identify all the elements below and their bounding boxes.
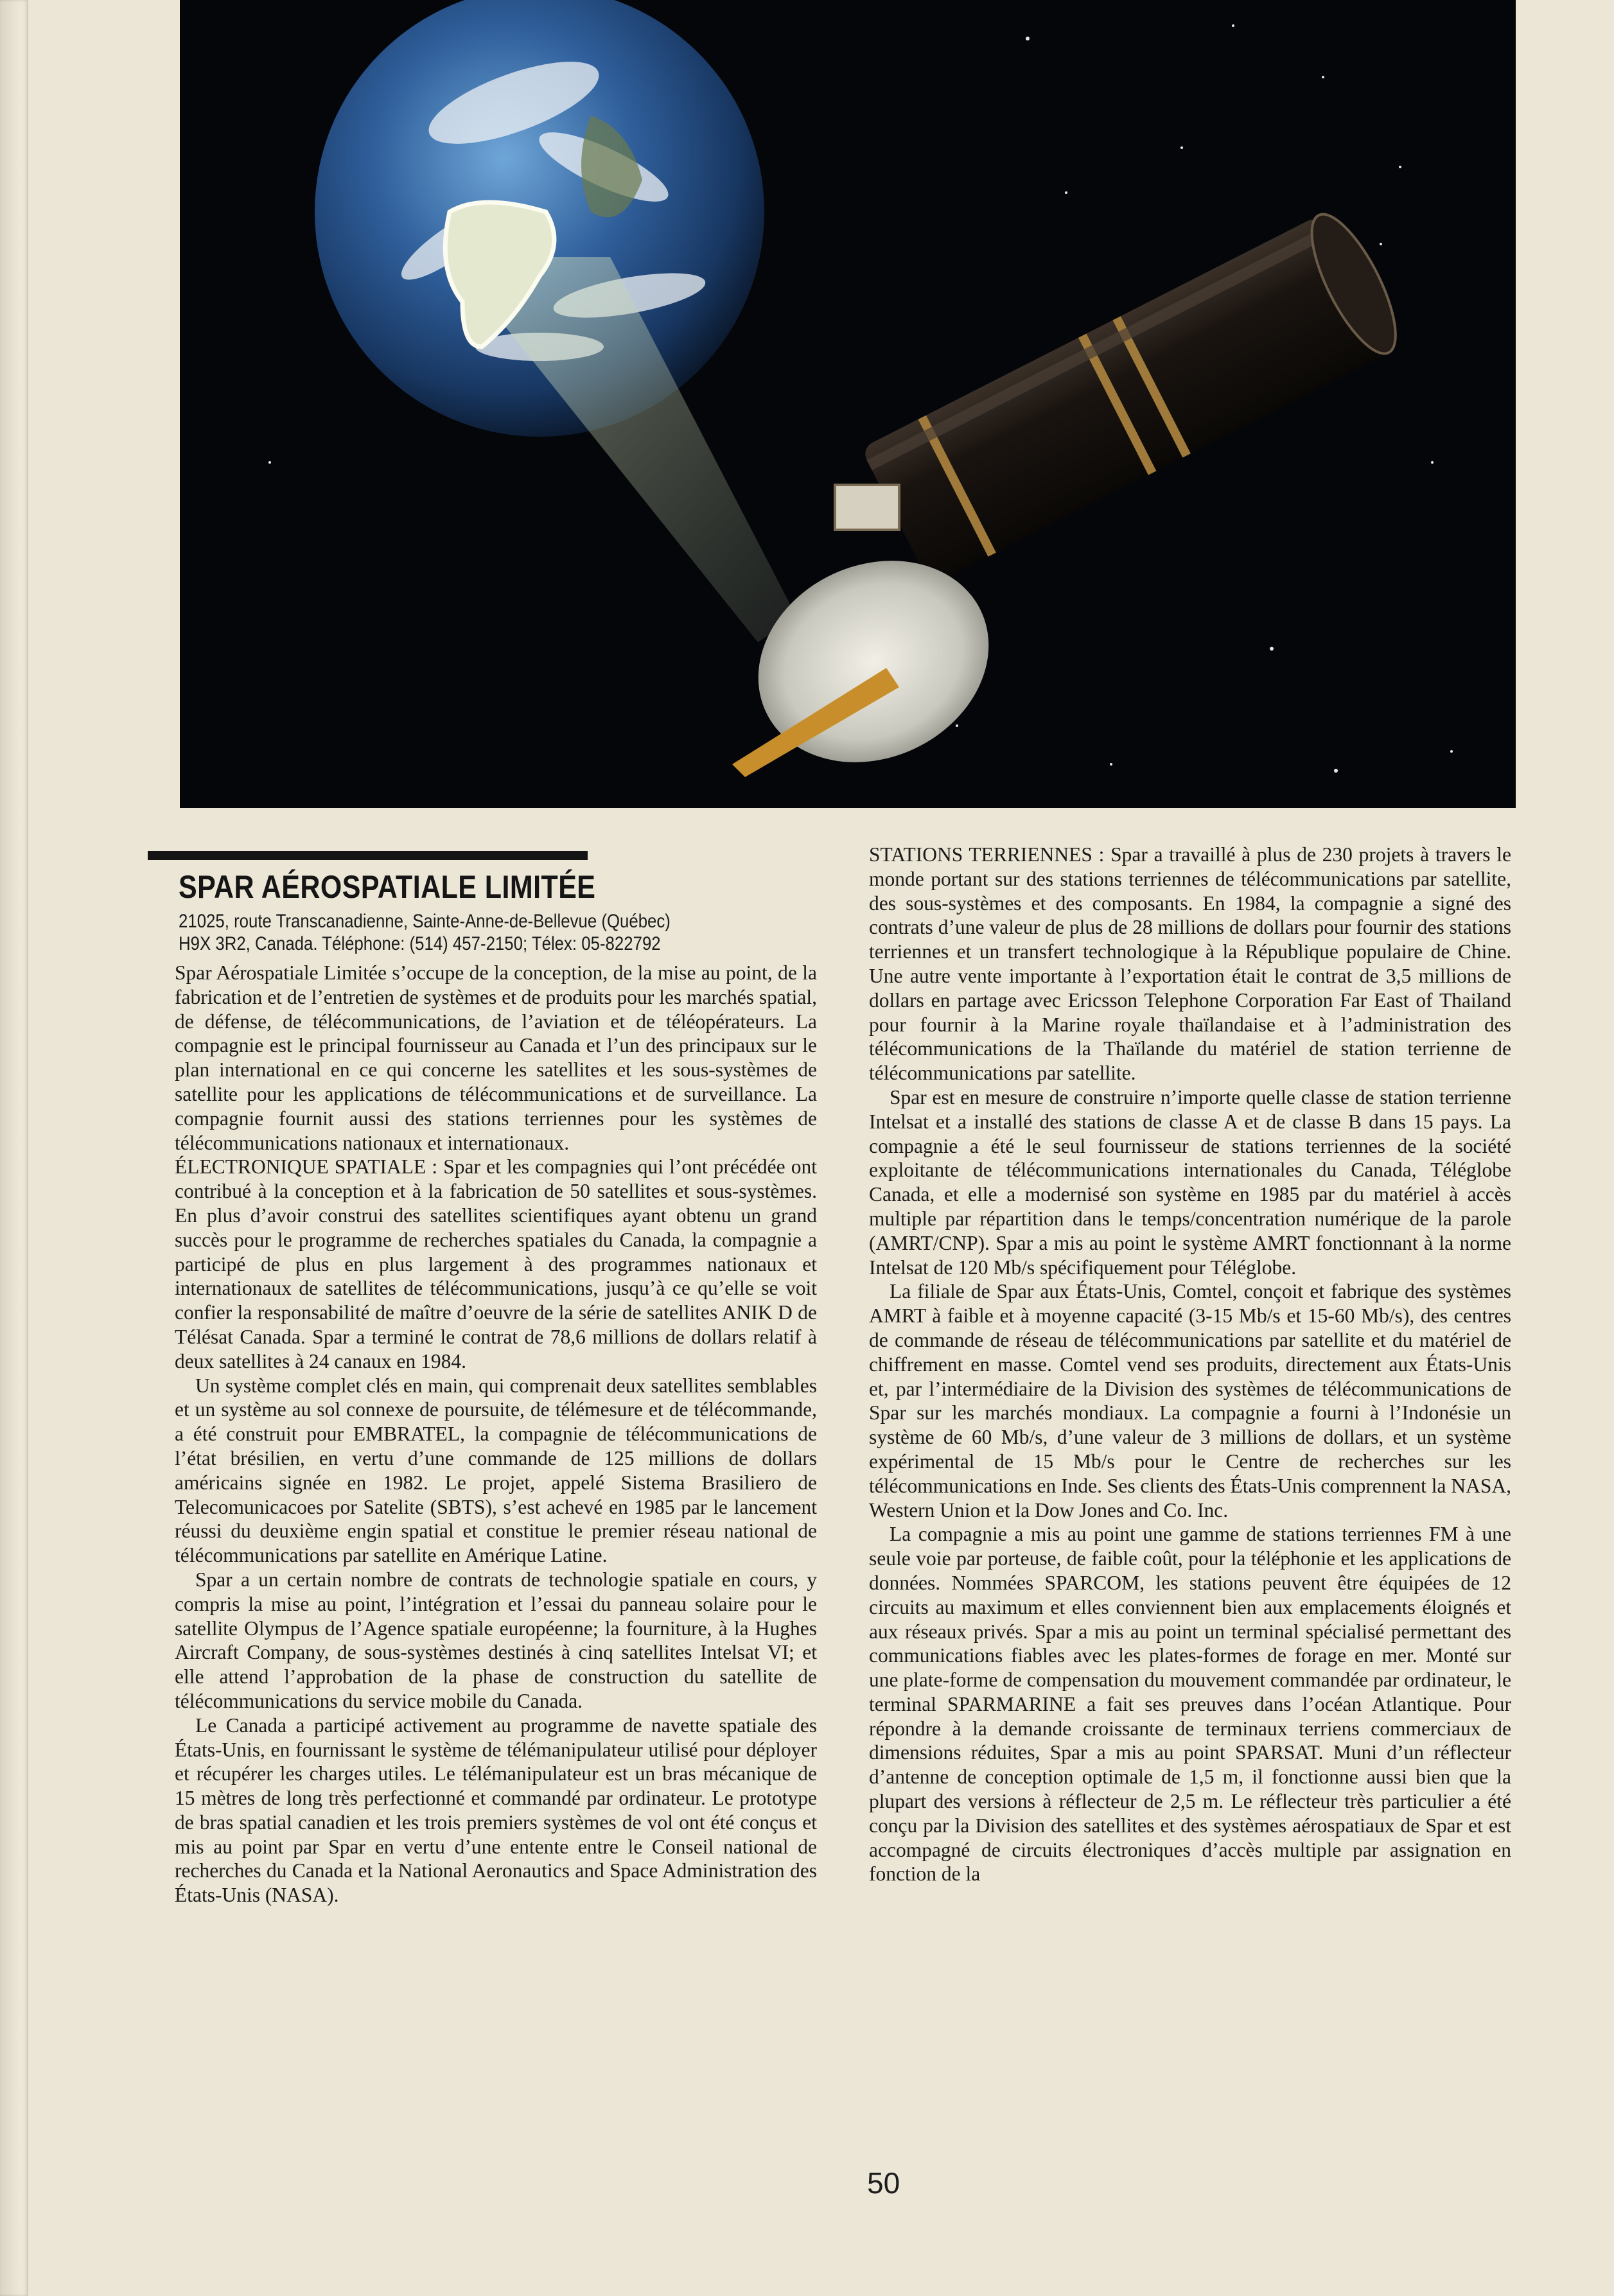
paragraph: Spar a un certain nombre de contrats de technologie spatiale en cours, y compris la mise au point, l’intégration et l’essai du panneau solaire pour le satellite Olympus de l’Agence spatiale européenne; la fourniture, à la Hughes Aircraft Company, de sous-systèmes destinés à cinq satellites Intelsat VI; et elle attend l’approbation de la phase de construction du satellite de télécommunications du service mobile du Canada.	[175, 1568, 817, 1712]
company-title: SPAR AÉROSPATIALE LIMITÉE	[179, 869, 596, 905]
right-column	[869, 843, 1511, 1886]
paragraph: STATIONS TERRIENNES : Spar a travaillé à plus de 230 projets à travers le monde portant sur des stations terriennes de télécommunications par satellite, des sous-systèmes et des composants. En 1984, la compagnie a signé des contrats d’une valeur de plus de 28 millions de dollars pour fournir des stations terriennes et un transfert technologique à la République populaire de Chine. Une autre vente importante à l’exportation était le contrat de 3,5 millions de dollars en partage avec Ericsson Telephone Corporation Far East of Thailand pour fournir à la Marine royale thaïlandaise et à l’administration des télécommunications de la Thaïlande du matériel de station terrienne de télécommunications par satellite.	[869, 843, 1511, 1085]
satellite-photo	[180, 0, 1516, 808]
title-rule	[148, 851, 588, 860]
paragraph: Spar Aérospatiale Limitée s’occupe de la conception, de la mise au point, de la fabrication et de l’entretien de systèmes et de produits pour les marchés spatial, de défense, de télécommunications, de l’aviation et de téléopérateurs. La compagnie est le principal fournisseur au Canada et l’un des principaux sur le plan international en ce qui concerne les satellites et les sous-systèmes de satellite pour les applications de télécommunications et de surveillance. La compagnie fournit aussi des stations terriennes pour les systèmes de télécommunications nationaux et internationaux.	[175, 961, 817, 1154]
paragraph: Un système complet clés en main, qui comprenait deux satellites semblables et un système au sol connexe de poursuite, de télémesure et de télécommande, a été construit pour EMBRATEL, la compagnie de télécommunications de l’état brésilien, en vertu d’une commande de 125 millions de dollars américains signée en 1982. Le projet, appelé Sistema Brasiliero de Telecomunicacoes por Satelite (SBTS), s’est achevé en 1985 par le lancement réussi du deuxième engin spatial et constitue le premier réseau national de télécommunications par satellite en Amérique Latine.	[175, 1374, 817, 1567]
left-column	[175, 961, 817, 1907]
address-line-2: H9X 3R2, Canada. Téléphone: (514) 457-2150; Télex: 05-822792	[179, 933, 661, 954]
page-edge	[0, 0, 28, 2296]
paragraph: ÉLECTRONIQUE SPATIALE : Spar et les compagnies qui l’ont précédée ont contribué à la conception et à la fabrication de 50 satellites et sous-systèmes. En plus d’avoir construi des satellites scientifiques ayant obtenu un grand succès pour le programme de recherches spatiales du Canada, la compagnie a participé de plus en plus largement à des programmes nationaux et internationaux de satellites de télécommunications, jusqu’à ce qu’elle se voit confier la responsabilité de maître d’oeuvre de la série de satellites ANIK D de Télésat Canada. Spar a terminé le contrat de 78,6 millions de dollars relatif à deux satellites à 24 canaux en 1984.	[175, 1155, 817, 1372]
company-address	[179, 910, 863, 955]
paragraph: Spar est en mesure de construire n’importe quelle classe de station terrienne Intelsat et a installé des stations de classe A et de classe B dans 15 pays. La compagnie a été le seul fournisseur de stations terriennes de la société exploitante de télécommunications internationales du Canada, Téléglobe Canada, et elle a modernisé son système en 1985 par du matériel à accès multiple par répartition dans le temps/concentration numérique de la parole (AMRT/CNP). Spar a mis au point le système AMRT fonctionnant à la norme Intelsat de 120 Mb/s spécifiquement pour Téléglobe.	[869, 1085, 1511, 1279]
paragraph: La filiale de Spar aux États-Unis, Comtel, conçoit et fabrique des systèmes AMRT à faible et à moyenne capacité (3-15 Mb/s et 15-60 Mb/s), des centres de commande de réseau de télécommunications par satellite et du matériel de chiffrement en masse. Comtel vend ses produits, directement aux États-Unis et, par l’intermédiaire de la Division des systèmes de télécommunications de Spar sur les marchés mondiaux. La compagnie a fourni à l’Indonésie un système de 60 Mb/s, d’une valeur de 3 millions de dollars, et un système expérimental de 15 Mb/s pour le Centre de recherches sur les télécommunications en Inde. Ses clients des États-Unis comprennent la NASA, Western Union et la Dow Jones and Co. Inc.	[869, 1280, 1511, 1521]
paragraph: Le Canada a participé activement au programme de navette spatiale des États-Unis, en fournissant le système de télémanipulateur utilisé pour déployer et récupérer les charges utiles. Le télémanipulateur est un bras mécanique de 15 mètres de long très perfectionné et commandé par ordinateur. Le prototype de bras spatial canadien et les trois premiers systèmes de vol ont été conçus et mis au point par Spar en vertu d’une entente entre le Conseil national de recherches du Canada et la National Aeronautics and Space Administration des États-Unis (NASA).	[175, 1713, 817, 1907]
page-number: 50	[867, 2166, 900, 2200]
paragraph: La compagnie a mis au point une gamme de stations terriennes FM à une seule voie par porteuse, de faible coût, pour la téléphonie et les applications de données. Nommées SPARCOM, les stations peuvent être équipées de 12 circuits au maximum et elles conviennent bien aux emplacements éloignés et aux réseaux privés. Spar a mis au point un terminal spécialisé permettant des communications fiables avec les plates-formes de forage en mer. Monté sur une plate-forme de compensation du mouvement commandée par ordinateur, le terminal SPARMARINE a fait ses preuves dans l’océan Atlantique. Pour répondre à la demande croissante de terminaux terriens commerciaux de dimensions réduites, Spar a mis au point SPARSAT. Muni d’un réflecteur d’antenne de conception optimale de 1,5 m, il fonctionne aussi bien que la plupart des versions à réflecteur de 2,5 m. Le réflecteur très particulier a été conçu par la Division des satellites et des systèmes aérospatiaux de Spar et est accompagné de circuits électroniques d’accès multiple par assignation en fonction de la	[869, 1523, 1511, 1886]
address-line-1: 21025, route Transcanadienne, Sainte-Anne-de-Bellevue (Québec)	[179, 911, 671, 932]
